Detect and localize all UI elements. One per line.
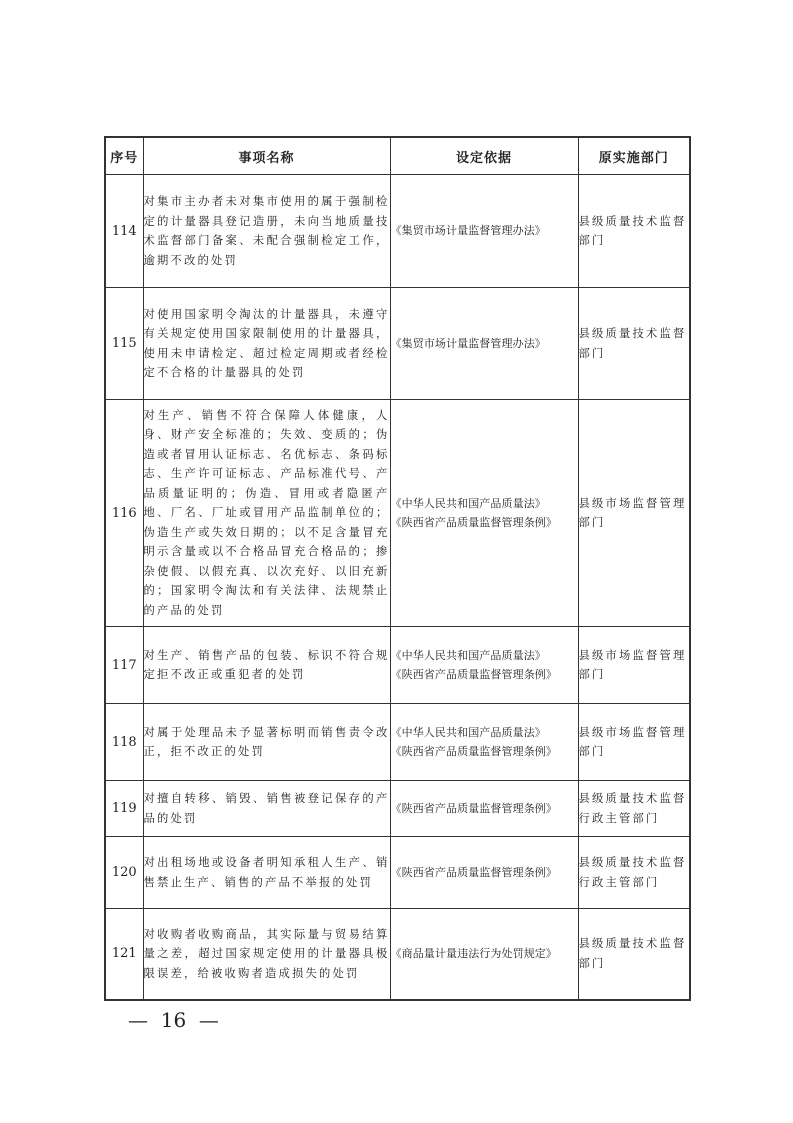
table-row [105,288,690,400]
item-name: 对属于处理品未予显著标明而销售责令改正，拒不改正的处罚 [143,704,390,781]
legal-basis: 《中华人民共和国产品质量法》 《陕西省产品质量监督管理条例》 [390,704,578,781]
header-department: 原实施部门 [578,137,690,175]
department: 县级市场监督管理部门 [578,627,690,704]
department: 县级质量技术监督行政主管部门 [578,837,690,909]
row-number: 121 [105,909,143,1000]
department: 县级市场监督管理部门 [578,704,690,781]
department: 县级市场监督管理部门 [578,400,690,627]
row-number: 118 [105,704,143,781]
table-row [105,704,690,781]
legal-basis: 《陕西省产品质量监督管理条例》 [390,781,578,837]
row-number: 114 [105,175,143,288]
row-number: 117 [105,627,143,704]
department: 县级质量技术监督部门 [578,909,690,1000]
department: 县级质量技术监督部门 [578,175,690,288]
items-table [104,136,691,1001]
item-name: 对收购者收购商品，其实际量与贸易结算量之差，超过国家规定使用的计量器具极限误差，给被收购者造成损失的处罚 [143,909,390,1000]
table-row [105,909,690,1000]
header-item-name: 事项名称 [143,137,390,175]
legal-basis: 《中华人民共和国产品质量法》 《陕西省产品质量监督管理条例》 [390,400,578,627]
row-number: 115 [105,288,143,400]
row-number: 116 [105,400,143,627]
legal-basis: 《集贸市场计量监督管理办法》 [390,288,578,400]
item-name: 对使用国家明令淘汰的计量器具，未遵守有关规定使用国家限制使用的计量器具，使用未申请检定、超过检定周期或者经检定不合格的计量器具的处罚 [143,288,390,400]
header-row [105,137,690,175]
item-name: 对集市主办者未对集市使用的属于强制检定的计量器具登记造册，未向当地质量技术监督部门备案、未配合强制检定工作，逾期不改的处罚 [143,175,390,288]
header-legal-basis: 设定依据 [390,137,578,175]
item-name: 对生产、销售产品的包装、标识不符合规定拒不改正或重犯者的处罚 [143,627,390,704]
table-row [105,627,690,704]
page-number: — 16 — [128,1008,219,1032]
legal-basis: 《商品量计量违法行为处罚规定》 [390,909,578,1000]
table-row [105,400,690,627]
department: 县级质量技术监督部门 [578,288,690,400]
item-name: 对擅自转移、销毁、销售被登记保存的产品的处罚 [143,781,390,837]
table-row [105,781,690,837]
table-body [105,175,690,1000]
row-number: 120 [105,837,143,909]
legal-basis: 《集贸市场计量监督管理办法》 [390,175,578,288]
item-name: 对出租场地或设备者明知承租人生产、销售禁止生产、销售的产品不举报的处罚 [143,837,390,909]
table-header [105,137,690,175]
table-row [105,175,690,288]
legal-basis: 《中华人民共和国产品质量法》 《陕西省产品质量监督管理条例》 [390,627,578,704]
legal-basis: 《陕西省产品质量监督管理条例》 [390,837,578,909]
row-number: 119 [105,781,143,837]
table-row [105,837,690,909]
header-seq: 序号 [105,137,143,175]
item-name: 对生产、销售不符合保障人体健康，人身、财产安全标准的；失效、变质的；伪造或者冒用认证标志、名优标志、条码标志、生产许可证标志、产品标准代号、产品质量证明的；伪造、冒用或者隐匿产地、厂名、厂址或冒用产品监制单位的；伪造生产或失效日期的；以不足含量冒充明示含量或以不合格品冒充合格品的；掺杂使假、以假充真、以次充好、以旧充新的；国家明令淘汰和有关法律、法规禁止的产品的处罚 [143,400,390,627]
department: 县级质量技术监督行政主管部门 [578,781,690,837]
